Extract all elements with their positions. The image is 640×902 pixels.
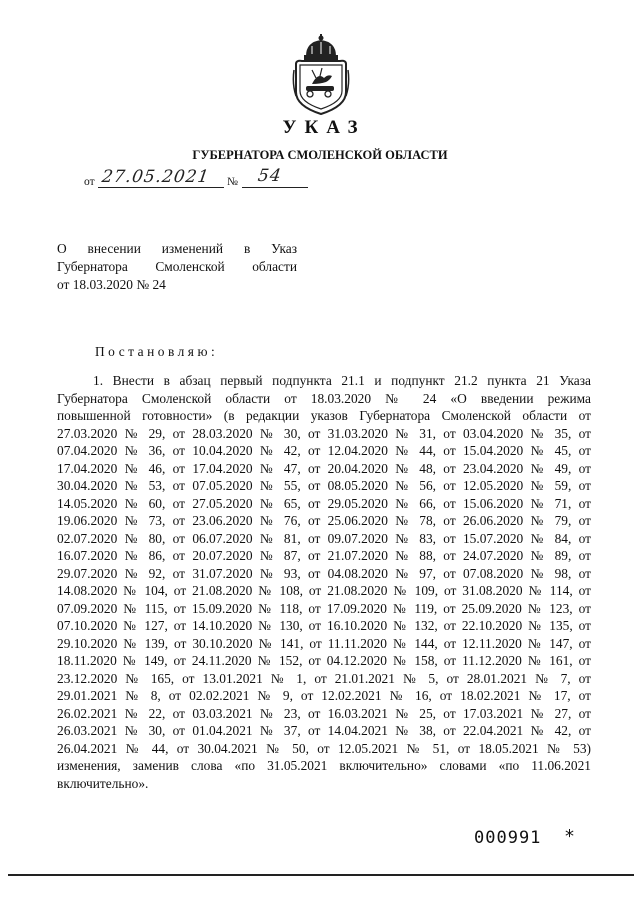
handwritten-date: 27.05.2021 — [100, 167, 211, 187]
number-label: № — [227, 176, 238, 188]
star-mark: * — [565, 826, 574, 847]
handwritten-number: 54 — [256, 166, 284, 186]
subject-block — [57, 240, 297, 294]
document-subtitle: ГУБЕРНАТОРА СМОЛЕНСКОЙ ОБЛАСТИ — [192, 148, 448, 162]
paragraph-line: 29.07.2020 № 92, от 31.07.2020 № 93, от 04.08.2020 № 97, от 07.08.2020 № 98, от — [57, 565, 591, 581]
paragraph-line: 14.08.2020 № 104, от 21.08.2020 № 108, от 21.08.2020 № 109, от 31.08.2020 № 114, от — [57, 583, 591, 598]
paragraph-line: изменения, заменив слова «по 31.05.2021 включительно» словами «по 11.06.2021 — [57, 758, 591, 773]
subject-line: О внесении изменений в Указ — [57, 241, 297, 256]
document-title: УКАЗ — [282, 117, 366, 138]
paragraph-line: повышенной готовности» (в редакции указов Губернатора Смоленской области от — [57, 408, 591, 423]
paragraph-line: 07.10.2020 № 127, от 14.10.2020 № 130, от 16.10.2020 № 132, от 22.10.2020 № 135, от — [57, 618, 591, 633]
decree-word: Постановляю: — [95, 344, 219, 359]
paragraph-line: 07.04.2020 № 36, от 10.04.2020 № 42, от 12.04.2020 № 44, от 15.04.2020 № 45, от — [57, 443, 591, 458]
paragraph-line: 17.04.2020 № 46, от 17.04.2020 № 47, от 20.04.2020 № 48, от 23.04.2020 № 49, от — [57, 460, 591, 476]
date-label: от — [84, 176, 95, 188]
number-underline — [242, 187, 308, 188]
serial-number: 000991 — [474, 828, 542, 848]
paragraph-line: 19.06.2020 № 73, от 23.06.2020 № 76, от 25.06.2020 № 78, от 26.06.2020 № 79, от — [57, 513, 591, 528]
paragraph-line: включительно». — [57, 775, 149, 791]
paragraph-line: 1. Внести в абзац первый подпункта 21.1 и подпункт 21.2 пункта 21 Указа — [93, 373, 591, 388]
paragraph-line: Губернатора Смоленской области от 18.03.2020 № 24 «О введении режима — [57, 390, 591, 406]
coat-of-arms-icon — [292, 34, 350, 116]
paragraph-line: 07.09.2020 № 115, от 15.09.2020 № 118, от 17.09.2020 № 119, от 25.09.2020 № 123, от — [57, 600, 591, 616]
paragraph-line: 30.04.2020 № 53, от 07.05.2020 № 55, от 08.05.2020 № 56, от 12.05.2020 № 59, от — [57, 478, 591, 493]
paragraph-line: 29.10.2020 № 139, от 30.10.2020 № 141, от 11.11.2020 № 144, от 12.11.2020 № 147, от — [57, 635, 591, 651]
paragraph-line: 02.07.2020 № 80, от 06.07.2020 № 81, от 09.07.2020 № 83, от 15.07.2020 № 84, от — [57, 530, 591, 546]
paragraph-line: 27.03.2020 № 29, от 28.03.2020 № 30, от 31.03.2020 № 31, от 03.04.2020 № 35, от — [57, 425, 591, 441]
date-underline — [98, 187, 224, 188]
paragraph-1 — [57, 372, 591, 792]
subject-line: Губернатора Смоленской области — [57, 259, 297, 274]
paragraph-line: 26.04.2021 № 44, от 30.04.2021 № 50, от 12.05.2021 № 51, от 18.05.2021 № 53) — [57, 740, 591, 756]
paragraph-line: 26.03.2021 № 30, от 01.04.2021 № 37, от 14.04.2021 № 38, от 22.04.2021 № 42, от — [57, 723, 591, 738]
bottom-divider — [8, 874, 634, 876]
subject-line: от 18.03.2020 № 24 — [57, 277, 166, 292]
paragraph-line: 23.12.2020 № 165, от 13.01.2021 № 1, от 21.01.2021 № 5, от 28.01.2021 № 7, от — [57, 670, 591, 686]
paragraph-line: 29.01.2021 № 8, от 02.02.2021 № 9, от 12.02.2021 № 16, от 18.02.2021 № 17, от — [57, 688, 591, 703]
paragraph-line: 26.02.2021 № 22, от 03.03.2021 № 23, от 16.03.2021 № 25, от 17.03.2021 № 27, от — [57, 705, 591, 721]
paragraph-line: 18.11.2020 № 149, от 24.11.2020 № 152, от 04.12.2020 № 158, от 11.12.2020 № 161, от — [57, 653, 591, 668]
paragraph-line: 14.05.2020 № 60, от 27.05.2020 № 65, от 29.05.2020 № 66, от 15.06.2020 № 71, от — [57, 495, 591, 511]
paragraph-line: 16.07.2020 № 86, от 20.07.2020 № 87, от 21.07.2020 № 88, от 24.07.2020 № 89, от — [57, 548, 591, 563]
date-number-line — [84, 166, 324, 190]
